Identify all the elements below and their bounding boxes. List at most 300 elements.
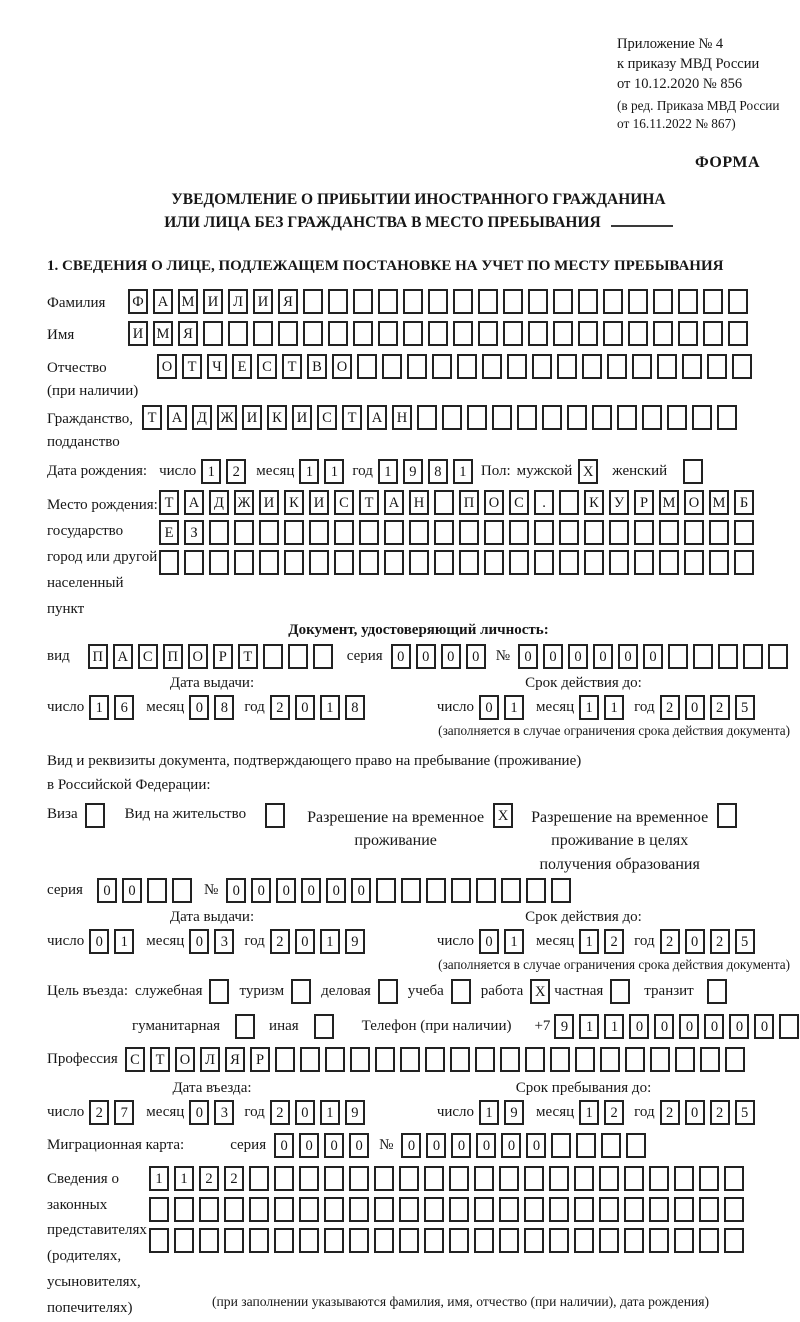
char-cell[interactable]: [549, 1228, 569, 1253]
char-cell[interactable]: Я: [178, 321, 198, 346]
char-cell[interactable]: [159, 550, 179, 575]
char-cell[interactable]: [426, 878, 446, 903]
char-cell[interactable]: Ф: [128, 289, 148, 314]
char-cell[interactable]: [524, 1166, 544, 1191]
char-cell[interactable]: [303, 289, 323, 314]
char-cell[interactable]: [263, 644, 283, 669]
char-cell[interactable]: [284, 520, 304, 545]
char-cell[interactable]: Т: [342, 405, 362, 430]
char-cell[interactable]: [374, 1197, 394, 1222]
char-cell[interactable]: [249, 1197, 269, 1222]
char-cell[interactable]: [309, 550, 329, 575]
char-cell[interactable]: [349, 1166, 369, 1191]
char-cell[interactable]: [724, 1228, 744, 1253]
char-cell[interactable]: 2: [270, 1100, 290, 1125]
char-cell[interactable]: Ч: [207, 354, 227, 379]
char-cell[interactable]: [467, 405, 487, 430]
char-cell[interactable]: [417, 405, 437, 430]
char-cell[interactable]: 0: [568, 644, 588, 669]
char-cell[interactable]: [350, 1047, 370, 1072]
entry-month-cells[interactable]: [189, 1100, 234, 1125]
char-cell[interactable]: [199, 1228, 219, 1253]
char-cell[interactable]: 0: [324, 1133, 344, 1158]
char-cell[interactable]: [275, 1047, 295, 1072]
char-cell[interactable]: [603, 289, 623, 314]
char-cell[interactable]: К: [284, 490, 304, 515]
char-cell[interactable]: [449, 1166, 469, 1191]
char-cell[interactable]: 1: [320, 929, 340, 954]
char-cell[interactable]: [484, 520, 504, 545]
char-cell[interactable]: Ж: [234, 490, 254, 515]
residence-issue-month-cells[interactable]: [189, 929, 234, 954]
char-cell[interactable]: [149, 1197, 169, 1222]
purpose-tourism-checkbox[interactable]: [291, 979, 311, 1004]
purpose-work-checkbox[interactable]: [530, 979, 550, 1004]
char-cell[interactable]: 1: [604, 1014, 624, 1039]
char-cell[interactable]: [399, 1197, 419, 1222]
doc-issue-day-cells[interactable]: [89, 695, 134, 720]
birth-month-cells[interactable]: [299, 459, 344, 484]
char-cell[interactable]: 0: [189, 929, 209, 954]
char-cell[interactable]: Т: [359, 490, 379, 515]
char-cell[interactable]: Н: [409, 490, 429, 515]
phone-cells[interactable]: [554, 1014, 799, 1039]
char-cell[interactable]: [399, 1228, 419, 1253]
char-cell[interactable]: [603, 321, 623, 346]
residence-issue-year-cells[interactable]: [270, 929, 365, 954]
char-cell[interactable]: О: [332, 354, 352, 379]
char-cell[interactable]: 1: [504, 695, 524, 720]
char-cell[interactable]: 0: [295, 695, 315, 720]
char-cell[interactable]: 1: [604, 695, 624, 720]
char-cell[interactable]: [724, 1166, 744, 1191]
char-cell[interactable]: [609, 520, 629, 545]
char-cell[interactable]: [584, 550, 604, 575]
char-cell[interactable]: О: [188, 644, 208, 669]
char-cell[interactable]: [353, 289, 373, 314]
purpose-private-checkbox[interactable]: [610, 979, 630, 1004]
char-cell[interactable]: [453, 289, 473, 314]
char-cell[interactable]: 1: [114, 929, 134, 954]
char-cell[interactable]: [675, 1047, 695, 1072]
char-cell[interactable]: Л: [200, 1047, 220, 1072]
entry-year-cells[interactable]: [270, 1100, 365, 1125]
char-cell[interactable]: [324, 1228, 344, 1253]
char-cell[interactable]: [574, 1197, 594, 1222]
char-cell[interactable]: [709, 520, 729, 545]
char-cell[interactable]: [484, 550, 504, 575]
char-cell[interactable]: 0: [466, 644, 486, 669]
temp-residence-checkbox[interactable]: [493, 803, 513, 828]
char-cell[interactable]: Т: [142, 405, 162, 430]
char-cell[interactable]: Л: [228, 289, 248, 314]
char-cell[interactable]: 0: [89, 929, 109, 954]
char-cell[interactable]: П: [88, 644, 108, 669]
char-cell[interactable]: 0: [729, 1014, 749, 1039]
char-cell[interactable]: [682, 354, 702, 379]
char-cell[interactable]: [492, 405, 512, 430]
char-cell[interactable]: [400, 1047, 420, 1072]
char-cell[interactable]: [534, 520, 554, 545]
char-cell[interactable]: [349, 1197, 369, 1222]
char-cell[interactable]: П: [459, 490, 479, 515]
birth-day-cells[interactable]: [201, 459, 246, 484]
char-cell[interactable]: 0: [326, 878, 346, 903]
char-cell[interactable]: [224, 1197, 244, 1222]
char-cell[interactable]: [349, 1228, 369, 1253]
char-cell[interactable]: 1: [149, 1166, 169, 1191]
char-cell[interactable]: 5: [735, 929, 755, 954]
char-cell[interactable]: [693, 644, 713, 669]
char-cell[interactable]: [674, 1228, 694, 1253]
doc-valid-year-cells[interactable]: [660, 695, 755, 720]
char-cell[interactable]: [592, 405, 612, 430]
char-cell[interactable]: Р: [634, 490, 654, 515]
char-cell[interactable]: Б: [734, 490, 754, 515]
doc-valid-month-cells[interactable]: [579, 695, 624, 720]
char-cell[interactable]: [334, 550, 354, 575]
char-cell[interactable]: 0: [97, 878, 117, 903]
char-cell[interactable]: Р: [250, 1047, 270, 1072]
char-cell[interactable]: [626, 1133, 646, 1158]
char-cell[interactable]: [428, 321, 448, 346]
char-cell[interactable]: [375, 1047, 395, 1072]
char-cell[interactable]: [659, 520, 679, 545]
char-cell[interactable]: 2: [660, 1100, 680, 1125]
char-cell[interactable]: М: [709, 490, 729, 515]
char-cell[interactable]: [324, 1197, 344, 1222]
char-cell[interactable]: И: [242, 405, 262, 430]
birth-place-row1-cells[interactable]: [159, 490, 754, 515]
char-cell[interactable]: 6: [114, 695, 134, 720]
char-cell[interactable]: 9: [403, 459, 423, 484]
char-cell[interactable]: 2: [226, 459, 246, 484]
char-cell[interactable]: 0: [391, 644, 411, 669]
char-cell[interactable]: [328, 289, 348, 314]
char-cell[interactable]: [474, 1166, 494, 1191]
char-cell[interactable]: [313, 644, 333, 669]
char-cell[interactable]: 0: [479, 695, 499, 720]
residence-issue-day-cells[interactable]: [89, 929, 134, 954]
char-cell[interactable]: [743, 644, 763, 669]
citizenship-cells[interactable]: [142, 405, 737, 430]
char-cell[interactable]: И: [292, 405, 312, 430]
char-cell[interactable]: [409, 550, 429, 575]
char-cell[interactable]: [624, 1228, 644, 1253]
char-cell[interactable]: 8: [428, 459, 448, 484]
char-cell[interactable]: С: [317, 405, 337, 430]
char-cell[interactable]: [707, 354, 727, 379]
char-cell[interactable]: [451, 979, 471, 1004]
char-cell[interactable]: А: [153, 289, 173, 314]
char-cell[interactable]: [303, 321, 323, 346]
char-cell[interactable]: 0: [299, 1133, 319, 1158]
char-cell[interactable]: [628, 289, 648, 314]
char-cell[interactable]: 9: [345, 929, 365, 954]
char-cell[interactable]: [434, 520, 454, 545]
char-cell[interactable]: [449, 1197, 469, 1222]
char-cell[interactable]: 1: [479, 1100, 499, 1125]
char-cell[interactable]: [499, 1197, 519, 1222]
stay-day-cells[interactable]: [479, 1100, 524, 1125]
char-cell[interactable]: [314, 1014, 334, 1039]
char-cell[interactable]: [434, 490, 454, 515]
char-cell[interactable]: [650, 1047, 670, 1072]
char-cell[interactable]: [700, 1047, 720, 1072]
char-cell[interactable]: В: [307, 354, 327, 379]
char-cell[interactable]: 0: [643, 644, 663, 669]
char-cell[interactable]: [503, 289, 523, 314]
char-cell[interactable]: 2: [710, 929, 730, 954]
char-cell[interactable]: [284, 550, 304, 575]
char-cell[interactable]: [503, 321, 523, 346]
char-cell[interactable]: [667, 405, 687, 430]
char-cell[interactable]: 9: [504, 1100, 524, 1125]
char-cell[interactable]: 1: [174, 1166, 194, 1191]
char-cell[interactable]: [699, 1228, 719, 1253]
char-cell[interactable]: [300, 1047, 320, 1072]
char-cell[interactable]: [209, 979, 229, 1004]
residence-valid-day-cells[interactable]: [479, 929, 524, 954]
birth-place-row2-cells[interactable]: [159, 520, 754, 545]
char-cell[interactable]: [509, 520, 529, 545]
char-cell[interactable]: [209, 520, 229, 545]
char-cell[interactable]: [407, 354, 427, 379]
char-cell[interactable]: [409, 520, 429, 545]
char-cell[interactable]: [559, 520, 579, 545]
char-cell[interactable]: Р: [213, 644, 233, 669]
char-cell[interactable]: [384, 550, 404, 575]
char-cell[interactable]: [553, 321, 573, 346]
char-cell[interactable]: [235, 1014, 255, 1039]
char-cell[interactable]: [288, 644, 308, 669]
char-cell[interactable]: [578, 321, 598, 346]
char-cell[interactable]: [632, 354, 652, 379]
char-cell[interactable]: [534, 550, 554, 575]
char-cell[interactable]: 1: [378, 459, 398, 484]
char-cell[interactable]: [209, 550, 229, 575]
purpose-transit-checkbox[interactable]: [707, 979, 727, 1004]
char-cell[interactable]: 0: [679, 1014, 699, 1039]
char-cell[interactable]: И: [309, 490, 329, 515]
char-cell[interactable]: С: [509, 490, 529, 515]
char-cell[interactable]: Н: [392, 405, 412, 430]
profession-cells[interactable]: [125, 1047, 745, 1072]
char-cell[interactable]: [574, 1228, 594, 1253]
char-cell[interactable]: [699, 1166, 719, 1191]
char-cell[interactable]: 0: [685, 1100, 705, 1125]
char-cell[interactable]: [549, 1197, 569, 1222]
char-cell[interactable]: [634, 550, 654, 575]
char-cell[interactable]: [384, 520, 404, 545]
char-cell[interactable]: [599, 1197, 619, 1222]
char-cell[interactable]: И: [128, 321, 148, 346]
char-cell[interactable]: [324, 1166, 344, 1191]
char-cell[interactable]: [378, 289, 398, 314]
char-cell[interactable]: 0: [122, 878, 142, 903]
char-cell[interactable]: [359, 520, 379, 545]
char-cell[interactable]: А: [113, 644, 133, 669]
char-cell[interactable]: 8: [214, 695, 234, 720]
char-cell[interactable]: [174, 1228, 194, 1253]
char-cell[interactable]: [550, 1047, 570, 1072]
char-cell[interactable]: [424, 1166, 444, 1191]
char-cell[interactable]: 1: [579, 929, 599, 954]
char-cell[interactable]: [478, 321, 498, 346]
char-cell[interactable]: 2: [270, 695, 290, 720]
char-cell[interactable]: [424, 1228, 444, 1253]
char-cell[interactable]: С: [334, 490, 354, 515]
char-cell[interactable]: [524, 1228, 544, 1253]
char-cell[interactable]: [717, 803, 737, 828]
visa-checkbox[interactable]: [85, 803, 105, 828]
char-cell[interactable]: [309, 520, 329, 545]
migration-number-cells[interactable]: [401, 1133, 646, 1158]
char-cell[interactable]: 5: [735, 1100, 755, 1125]
char-cell[interactable]: [610, 979, 630, 1004]
purpose-humanitarian-checkbox[interactable]: [235, 1014, 255, 1039]
char-cell[interactable]: [509, 550, 529, 575]
char-cell[interactable]: X: [493, 803, 513, 828]
char-cell[interactable]: 1: [201, 459, 221, 484]
char-cell[interactable]: [449, 1228, 469, 1253]
char-cell[interactable]: [403, 289, 423, 314]
char-cell[interactable]: [442, 405, 462, 430]
stay-year-cells[interactable]: [660, 1100, 755, 1125]
char-cell[interactable]: [474, 1228, 494, 1253]
birth-place-row3-cells[interactable]: [159, 550, 754, 575]
char-cell[interactable]: [325, 1047, 345, 1072]
char-cell[interactable]: [768, 644, 788, 669]
char-cell[interactable]: 0: [301, 878, 321, 903]
char-cell[interactable]: [199, 1197, 219, 1222]
char-cell[interactable]: М: [153, 321, 173, 346]
char-cell[interactable]: [634, 520, 654, 545]
char-cell[interactable]: [459, 520, 479, 545]
char-cell[interactable]: 1: [299, 459, 319, 484]
char-cell[interactable]: 1: [89, 695, 109, 720]
char-cell[interactable]: [624, 1166, 644, 1191]
char-cell[interactable]: [624, 1197, 644, 1222]
doc-issue-year-cells[interactable]: [270, 695, 365, 720]
char-cell[interactable]: [424, 1197, 444, 1222]
char-cell[interactable]: [291, 979, 311, 1004]
char-cell[interactable]: [551, 878, 571, 903]
char-cell[interactable]: 1: [324, 459, 344, 484]
purpose-official-checkbox[interactable]: [209, 979, 229, 1004]
char-cell[interactable]: [549, 1166, 569, 1191]
char-cell[interactable]: [551, 1133, 571, 1158]
char-cell[interactable]: 0: [276, 878, 296, 903]
char-cell[interactable]: [653, 321, 673, 346]
char-cell[interactable]: 2: [660, 695, 680, 720]
residence-permit-checkbox[interactable]: [265, 803, 285, 828]
residence-valid-year-cells[interactable]: [660, 929, 755, 954]
char-cell[interactable]: Т: [159, 490, 179, 515]
char-cell[interactable]: [699, 1197, 719, 1222]
legal-reps-row1-cells[interactable]: [149, 1166, 744, 1191]
char-cell[interactable]: [478, 289, 498, 314]
char-cell[interactable]: Е: [159, 520, 179, 545]
char-cell[interactable]: [553, 289, 573, 314]
char-cell[interactable]: [649, 1228, 669, 1253]
char-cell[interactable]: 7: [114, 1100, 134, 1125]
char-cell[interactable]: [474, 1197, 494, 1222]
char-cell[interactable]: 0: [416, 644, 436, 669]
char-cell[interactable]: 2: [604, 1100, 624, 1125]
char-cell[interactable]: А: [367, 405, 387, 430]
char-cell[interactable]: [678, 289, 698, 314]
char-cell[interactable]: [259, 550, 279, 575]
char-cell[interactable]: [557, 354, 577, 379]
doc-number-cells[interactable]: [518, 644, 788, 669]
char-cell[interactable]: [499, 1166, 519, 1191]
char-cell[interactable]: Я: [278, 289, 298, 314]
char-cell[interactable]: [425, 1047, 445, 1072]
char-cell[interactable]: [703, 289, 723, 314]
char-cell[interactable]: 3: [214, 929, 234, 954]
char-cell[interactable]: [728, 321, 748, 346]
char-cell[interactable]: [147, 878, 167, 903]
char-cell[interactable]: [374, 1228, 394, 1253]
doc-valid-day-cells[interactable]: [479, 695, 524, 720]
char-cell[interactable]: [475, 1047, 495, 1072]
char-cell[interactable]: А: [167, 405, 187, 430]
char-cell[interactable]: [734, 520, 754, 545]
char-cell[interactable]: О: [157, 354, 177, 379]
char-cell[interactable]: [703, 321, 723, 346]
char-cell[interactable]: [203, 321, 223, 346]
char-cell[interactable]: П: [163, 644, 183, 669]
char-cell[interactable]: 8: [345, 695, 365, 720]
char-cell[interactable]: 9: [345, 1100, 365, 1125]
char-cell[interactable]: 0: [349, 1133, 369, 1158]
char-cell[interactable]: [668, 644, 688, 669]
char-cell[interactable]: [559, 490, 579, 515]
char-cell[interactable]: [678, 321, 698, 346]
char-cell[interactable]: [625, 1047, 645, 1072]
stay-month-cells[interactable]: [579, 1100, 624, 1125]
char-cell[interactable]: 0: [526, 1133, 546, 1158]
char-cell[interactable]: [599, 1228, 619, 1253]
char-cell[interactable]: [674, 1197, 694, 1222]
char-cell[interactable]: О: [175, 1047, 195, 1072]
char-cell[interactable]: 2: [224, 1166, 244, 1191]
char-cell[interactable]: [401, 878, 421, 903]
char-cell[interactable]: С: [125, 1047, 145, 1072]
char-cell[interactable]: И: [253, 289, 273, 314]
char-cell[interactable]: 0: [189, 695, 209, 720]
char-cell[interactable]: [334, 520, 354, 545]
char-cell[interactable]: 2: [710, 1100, 730, 1125]
char-cell[interactable]: [684, 520, 704, 545]
legal-reps-row2-cells[interactable]: [149, 1197, 744, 1222]
char-cell[interactable]: [659, 550, 679, 575]
char-cell[interactable]: X: [530, 979, 550, 1004]
char-cell[interactable]: 0: [295, 929, 315, 954]
residence-series-cells[interactable]: [97, 878, 192, 903]
char-cell[interactable]: [265, 803, 285, 828]
char-cell[interactable]: [728, 289, 748, 314]
char-cell[interactable]: 0: [426, 1133, 446, 1158]
char-cell[interactable]: [574, 1166, 594, 1191]
char-cell[interactable]: [432, 354, 452, 379]
char-cell[interactable]: [328, 321, 348, 346]
legal-reps-row3-cells[interactable]: [149, 1228, 744, 1253]
char-cell[interactable]: 0: [518, 644, 538, 669]
residence-number-cells[interactable]: [226, 878, 571, 903]
char-cell[interactable]: [382, 354, 402, 379]
